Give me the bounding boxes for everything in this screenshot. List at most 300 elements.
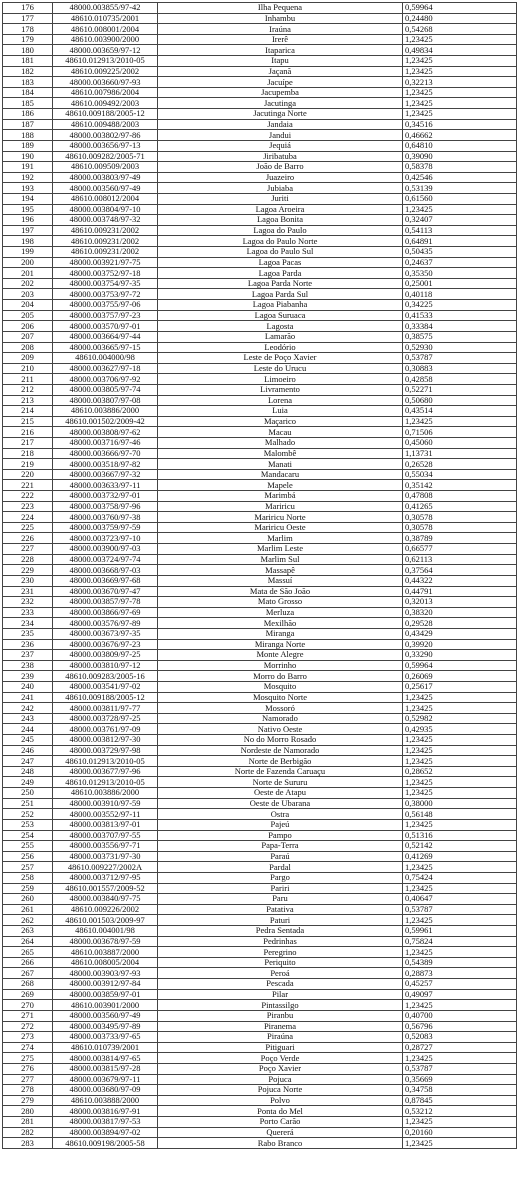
process-number: 48610.009188/2005-12 (53, 109, 158, 120)
field-name: Poço Verde (158, 1053, 403, 1064)
table-row (3, 130, 517, 141)
rate-value: 0,41269 (403, 851, 517, 862)
process-number: 48000.003761/97-09 (53, 724, 158, 735)
rate-value: 0,33290 (403, 650, 517, 661)
field-name: Pardal (158, 862, 403, 873)
process-number: 48000.003670/97-47 (53, 586, 158, 597)
process-number: 48610.001502/2009-42 (53, 416, 158, 427)
table-row (3, 830, 517, 841)
row-number: 258 (3, 872, 53, 883)
field-name: Itaparica (158, 45, 403, 56)
process-number: 48610.009231/2002 (53, 225, 158, 236)
rate-value: 0,29528 (403, 618, 517, 629)
row-number: 260 (3, 894, 53, 905)
table-row (3, 87, 517, 98)
table-row (3, 650, 517, 661)
row-number: 192 (3, 172, 53, 183)
process-number: 48610.010735/2001 (53, 13, 158, 24)
process-number: 48000.003894/97-02 (53, 1127, 158, 1138)
rate-value: 0,50435 (403, 247, 517, 258)
row-number: 197 (3, 225, 53, 236)
field-name: Irerê (158, 34, 403, 45)
process-number: 48000.003659/97-12 (53, 45, 158, 56)
rate-value: 1,23425 (403, 204, 517, 215)
rate-value: 0,49097 (403, 989, 517, 1000)
field-name: Paturi (158, 915, 403, 926)
row-number: 209 (3, 353, 53, 364)
table-row (3, 119, 517, 130)
process-number: 48610.012913/2010-05 (53, 777, 158, 788)
field-name: Porto Carão (158, 1116, 403, 1127)
rate-value: 1,23425 (403, 1053, 517, 1064)
field-name: Mapele (158, 480, 403, 491)
field-name: Malhado (158, 437, 403, 448)
rate-value: 0,40700 (403, 1010, 517, 1021)
rate-value: 0,40118 (403, 289, 517, 300)
field-name: Marlim Leste (158, 544, 403, 555)
table-row (3, 660, 517, 671)
field-name: Lagoa Pacas (158, 257, 403, 268)
table-row (3, 724, 517, 735)
rate-value: 0,24637 (403, 257, 517, 268)
process-number: 48000.003809/97-25 (53, 650, 158, 661)
row-number: 218 (3, 448, 53, 459)
process-number: 48000.003754/97-35 (53, 278, 158, 289)
field-name: Leste de Poço Xavier (158, 353, 403, 364)
rate-value: 0,38000 (403, 798, 517, 809)
field-name: Jandaia (158, 119, 403, 130)
process-number: 48000.003660/97-93 (53, 77, 158, 88)
table-row (3, 204, 517, 215)
table-row (3, 788, 517, 799)
process-number: 48000.003677/97-96 (53, 766, 158, 777)
rate-value: 0,38575 (403, 331, 517, 342)
rate-value: 0,34225 (403, 300, 517, 311)
rate-value: 0,87845 (403, 1095, 517, 1106)
field-name: Lagoa Aroeira (158, 204, 403, 215)
field-name: Piraúna (158, 1032, 403, 1043)
field-name: Mariricu Oeste (158, 522, 403, 533)
table-row (3, 798, 517, 809)
table-row (3, 278, 517, 289)
row-number: 255 (3, 841, 53, 852)
process-number: 48610.001503/2009-97 (53, 915, 158, 926)
process-number: 48610.010739/2001 (53, 1042, 158, 1053)
row-number: 195 (3, 204, 53, 215)
rate-value: 0,59964 (403, 660, 517, 671)
table-row (3, 395, 517, 406)
rate-value: 1,23425 (403, 98, 517, 109)
field-name: Juriti (158, 193, 403, 204)
field-name: Macau (158, 427, 403, 438)
process-number: 48000.003723/97-10 (53, 533, 158, 544)
table-row (3, 480, 517, 491)
rate-value: 0,71506 (403, 427, 517, 438)
process-number: 48000.003810/97-12 (53, 660, 158, 671)
rate-value: 1,23425 (403, 34, 517, 45)
process-number: 48610.009231/2002 (53, 247, 158, 258)
row-number: 235 (3, 628, 53, 639)
rate-value: 0,42858 (403, 374, 517, 385)
row-number: 219 (3, 459, 53, 470)
field-name: Peroá (158, 968, 403, 979)
rate-value: 0,52930 (403, 342, 517, 353)
row-number: 223 (3, 501, 53, 512)
rate-value: 0,44322 (403, 575, 517, 586)
process-number: 48000.003560/97-49 (53, 1010, 158, 1021)
process-number: 48000.003859/97-01 (53, 989, 158, 1000)
process-number: 48000.003802/97-86 (53, 130, 158, 141)
field-name: Massuí (158, 575, 403, 586)
field-name: Rabo Branco (158, 1138, 403, 1149)
rate-value: 0,32407 (403, 215, 517, 226)
field-name: Luia (158, 406, 403, 417)
table-row (3, 300, 517, 311)
row-number: 240 (3, 682, 53, 693)
table-row (3, 310, 517, 321)
rate-value: 0,30883 (403, 363, 517, 374)
field-name: Ostra (158, 809, 403, 820)
table-row (3, 713, 517, 724)
rate-value: 0,53212 (403, 1106, 517, 1117)
row-number: 225 (3, 522, 53, 533)
rate-value: 1,23425 (403, 416, 517, 427)
rate-value: 0,51316 (403, 830, 517, 841)
process-number: 48610.009188/2005-12 (53, 692, 158, 703)
row-number: 266 (3, 957, 53, 968)
field-name: Marlim Sul (158, 554, 403, 565)
process-number: 48610.009282/2005-71 (53, 151, 158, 162)
row-number: 220 (3, 469, 53, 480)
table-row (3, 894, 517, 905)
table-row (3, 1042, 517, 1053)
table-row (3, 756, 517, 767)
row-number: 251 (3, 798, 53, 809)
table-row (3, 363, 517, 374)
table-row (3, 819, 517, 830)
row-number: 262 (3, 915, 53, 926)
table-row (3, 947, 517, 958)
rate-value: 0,33384 (403, 321, 517, 332)
table-row (3, 703, 517, 714)
process-number: 48610.003888/2000 (53, 1095, 158, 1106)
row-number: 259 (3, 883, 53, 894)
rate-value: 0,59961 (403, 926, 517, 937)
table-row (3, 162, 517, 173)
process-number: 48000.003803/97-49 (53, 172, 158, 183)
rate-value: 0,38320 (403, 607, 517, 618)
table-row (3, 586, 517, 597)
rate-value: 1,23425 (403, 56, 517, 67)
field-name: Monte Alegre (158, 650, 403, 661)
process-number: 48610.009231/2002 (53, 236, 158, 247)
process-number: 48000.003804/97-10 (53, 204, 158, 215)
process-number: 48000.003733/97-65 (53, 1032, 158, 1043)
process-number: 48610.009226/2002 (53, 904, 158, 915)
row-number: 243 (3, 713, 53, 724)
row-number: 280 (3, 1106, 53, 1117)
field-name: Marlim (158, 533, 403, 544)
table-row (3, 639, 517, 650)
process-number: 48000.003866/97-69 (53, 607, 158, 618)
row-number: 268 (3, 979, 53, 990)
field-name: Nativo Oeste (158, 724, 403, 735)
process-number: 48000.003759/97-59 (53, 522, 158, 533)
row-number: 257 (3, 862, 53, 873)
rate-value: 0,61560 (403, 193, 517, 204)
table-row (3, 374, 517, 385)
field-name: Jandui (158, 130, 403, 141)
row-number: 256 (3, 851, 53, 862)
field-name: Livramento (158, 384, 403, 395)
process-number: 48000.003667/97-32 (53, 469, 158, 480)
process-number: 48000.003816/97-91 (53, 1106, 158, 1117)
table-row (3, 862, 517, 873)
rate-value: 0,62113 (403, 554, 517, 565)
rate-value: 0,30578 (403, 522, 517, 533)
row-number: 180 (3, 45, 53, 56)
row-number: 237 (3, 650, 53, 661)
field-name: Piranbu (158, 1010, 403, 1021)
field-name: Patativa (158, 904, 403, 915)
process-number: 48000.003728/97-25 (53, 713, 158, 724)
rate-value: 1,23425 (403, 947, 517, 958)
process-number: 48610.004000/98 (53, 353, 158, 364)
table-row (3, 1127, 517, 1138)
rate-value: 0,66577 (403, 544, 517, 555)
process-number: 48610.009227/2002A (53, 862, 158, 873)
rate-value: 0,53787 (403, 353, 517, 364)
table-row (3, 904, 517, 915)
process-number: 48000.003656/97-13 (53, 140, 158, 151)
rate-value: 1,23425 (403, 66, 517, 77)
table-row (3, 1106, 517, 1117)
field-name: Periquito (158, 957, 403, 968)
process-number: 48000.003910/97-59 (53, 798, 158, 809)
field-name: Miranga (158, 628, 403, 639)
field-name: João de Barro (158, 162, 403, 173)
row-number: 202 (3, 278, 53, 289)
process-number: 48610.009492/2003 (53, 98, 158, 109)
process-number: 48000.003757/97-23 (53, 310, 158, 321)
field-name: Lagoa Parda (158, 268, 403, 279)
process-number: 48000.003495/97-89 (53, 1021, 158, 1032)
field-name: Merluza (158, 607, 403, 618)
row-number: 191 (3, 162, 53, 173)
process-number: 48000.003570/97-01 (53, 321, 158, 332)
row-number: 176 (3, 3, 53, 14)
field-name: Quererá (158, 1127, 403, 1138)
table-row (3, 1063, 517, 1074)
rate-value: 0,42546 (403, 172, 517, 183)
process-number: 48000.003755/97-06 (53, 300, 158, 311)
row-number: 239 (3, 671, 53, 682)
table-row (3, 851, 517, 862)
process-number: 48610.009488/2003 (53, 119, 158, 130)
rate-value: 0,35669 (403, 1074, 517, 1085)
rate-value: 0,56796 (403, 1021, 517, 1032)
row-number: 213 (3, 395, 53, 406)
field-name: Pedrinhas (158, 936, 403, 947)
table-row (3, 416, 517, 427)
field-name: Paraú (158, 851, 403, 862)
row-number: 184 (3, 87, 53, 98)
field-name: Mossoró (158, 703, 403, 714)
field-name: Pariri (158, 883, 403, 894)
field-name: Morrinho (158, 660, 403, 671)
table-row (3, 1053, 517, 1064)
table-row (3, 554, 517, 565)
process-number: 48610.009225/2002 (53, 66, 158, 77)
field-name: Pampo (158, 830, 403, 841)
process-number: 48000.003724/97-74 (53, 554, 158, 565)
table-row (3, 777, 517, 788)
table-row (3, 193, 517, 204)
rate-value: 1,23425 (403, 692, 517, 703)
field-name: Mariricu Norte (158, 512, 403, 523)
table-row (3, 766, 517, 777)
table-row (3, 247, 517, 258)
table-row (3, 183, 517, 194)
rate-value: 0,42935 (403, 724, 517, 735)
process-number: 48000.003758/97-96 (53, 501, 158, 512)
row-number: 194 (3, 193, 53, 204)
field-name: Jacuípe (158, 77, 403, 88)
rate-value: 0,20160 (403, 1127, 517, 1138)
row-number: 242 (3, 703, 53, 714)
table-row (3, 491, 517, 502)
table-row (3, 745, 517, 756)
field-name: Iraúna (158, 24, 403, 35)
rate-value: 0,28652 (403, 766, 517, 777)
field-name: Ilha Pequena (158, 3, 403, 14)
rate-value: 0,28873 (403, 968, 517, 979)
table-row (3, 45, 517, 56)
rate-value: 0,35350 (403, 268, 517, 279)
table-row (3, 936, 517, 947)
field-name: Pojuca Norte (158, 1085, 403, 1096)
table-row (3, 77, 517, 88)
row-number: 187 (3, 119, 53, 130)
row-number: 193 (3, 183, 53, 194)
process-number: 48000.003716/97-46 (53, 437, 158, 448)
table-row (3, 66, 517, 77)
table-row (3, 872, 517, 883)
field-name: Papa-Terra (158, 841, 403, 852)
row-number: 217 (3, 437, 53, 448)
row-number: 214 (3, 406, 53, 417)
row-number: 269 (3, 989, 53, 1000)
process-number: 48000.003900/97-03 (53, 544, 158, 555)
table-row (3, 151, 517, 162)
rate-value: 0,56148 (403, 809, 517, 820)
process-number: 48000.003560/97-49 (53, 183, 158, 194)
field-name: Pilar (158, 989, 403, 1000)
row-number: 211 (3, 374, 53, 385)
field-name: Lagoa Bonita (158, 215, 403, 226)
process-number: 48000.003817/97-53 (53, 1116, 158, 1127)
row-number: 205 (3, 310, 53, 321)
row-number: 261 (3, 904, 53, 915)
rate-value: 0,54389 (403, 957, 517, 968)
rate-value: 1,23425 (403, 915, 517, 926)
row-number: 263 (3, 926, 53, 937)
process-number: 48000.003712/97-95 (53, 872, 158, 883)
process-number: 48000.003668/97-03 (53, 565, 158, 576)
field-name: Pintassilgo (158, 1000, 403, 1011)
field-name: Miranga Norte (158, 639, 403, 650)
process-number: 48000.003552/97-11 (53, 809, 158, 820)
table-row (3, 565, 517, 576)
row-number: 234 (3, 618, 53, 629)
row-number: 281 (3, 1116, 53, 1127)
rate-value: 0,34516 (403, 119, 517, 130)
field-name: Peregrino (158, 947, 403, 958)
field-name: Mata de São João (158, 586, 403, 597)
rate-value: 0,41265 (403, 501, 517, 512)
rate-value: 0,75424 (403, 872, 517, 883)
row-number: 236 (3, 639, 53, 650)
rate-value: 0,54113 (403, 225, 517, 236)
rate-value: 0,39090 (403, 151, 517, 162)
rate-value: 0,39920 (403, 639, 517, 650)
field-name: Ponta do Mel (158, 1106, 403, 1117)
table-row (3, 735, 517, 746)
row-number: 231 (3, 586, 53, 597)
process-number: 48000.003812/97-30 (53, 735, 158, 746)
process-number: 48000.003556/97-71 (53, 841, 158, 852)
field-name: Lorena (158, 395, 403, 406)
rate-value: 0,53787 (403, 904, 517, 915)
field-name: Lagosta (158, 321, 403, 332)
field-name: Norte de Fazenda Caruaçu (158, 766, 403, 777)
field-name: Maçarico (158, 416, 403, 427)
row-number: 248 (3, 766, 53, 777)
table-row (3, 353, 517, 364)
rate-value: 0,52271 (403, 384, 517, 395)
process-number: 48000.003633/97-11 (53, 480, 158, 491)
rate-value: 0,37564 (403, 565, 517, 576)
rate-value: 0,53787 (403, 1063, 517, 1074)
field-name: Marimbá (158, 491, 403, 502)
row-number: 226 (3, 533, 53, 544)
rate-value: 0,40647 (403, 894, 517, 905)
process-number: 48000.003752/97-18 (53, 268, 158, 279)
row-number: 203 (3, 289, 53, 300)
process-number: 48000.003679/97-11 (53, 1074, 158, 1085)
field-name: Limoeiro (158, 374, 403, 385)
table-row (3, 979, 517, 990)
row-number: 254 (3, 830, 53, 841)
process-number: 48000.003912/97-84 (53, 979, 158, 990)
rate-value: 0,50680 (403, 395, 517, 406)
process-number: 48000.003680/97-09 (53, 1085, 158, 1096)
process-number: 48000.003903/97-93 (53, 968, 158, 979)
field-name: Norte de Berbigão (158, 756, 403, 767)
rate-value: 0,26528 (403, 459, 517, 470)
field-name: Inhambu (158, 13, 403, 24)
field-name: Leste do Urucu (158, 363, 403, 374)
table-row (3, 257, 517, 268)
rate-value: 0,54268 (403, 24, 517, 35)
rate-value: 0,38789 (403, 533, 517, 544)
rate-value: 0,58378 (403, 162, 517, 173)
process-number: 48000.003576/97-89 (53, 618, 158, 629)
process-number: 48000.003921/97-75 (53, 257, 158, 268)
rate-value: 1,23425 (403, 883, 517, 894)
process-number: 48000.003748/97-32 (53, 215, 158, 226)
process-number: 48000.003855/97-42 (53, 3, 158, 14)
